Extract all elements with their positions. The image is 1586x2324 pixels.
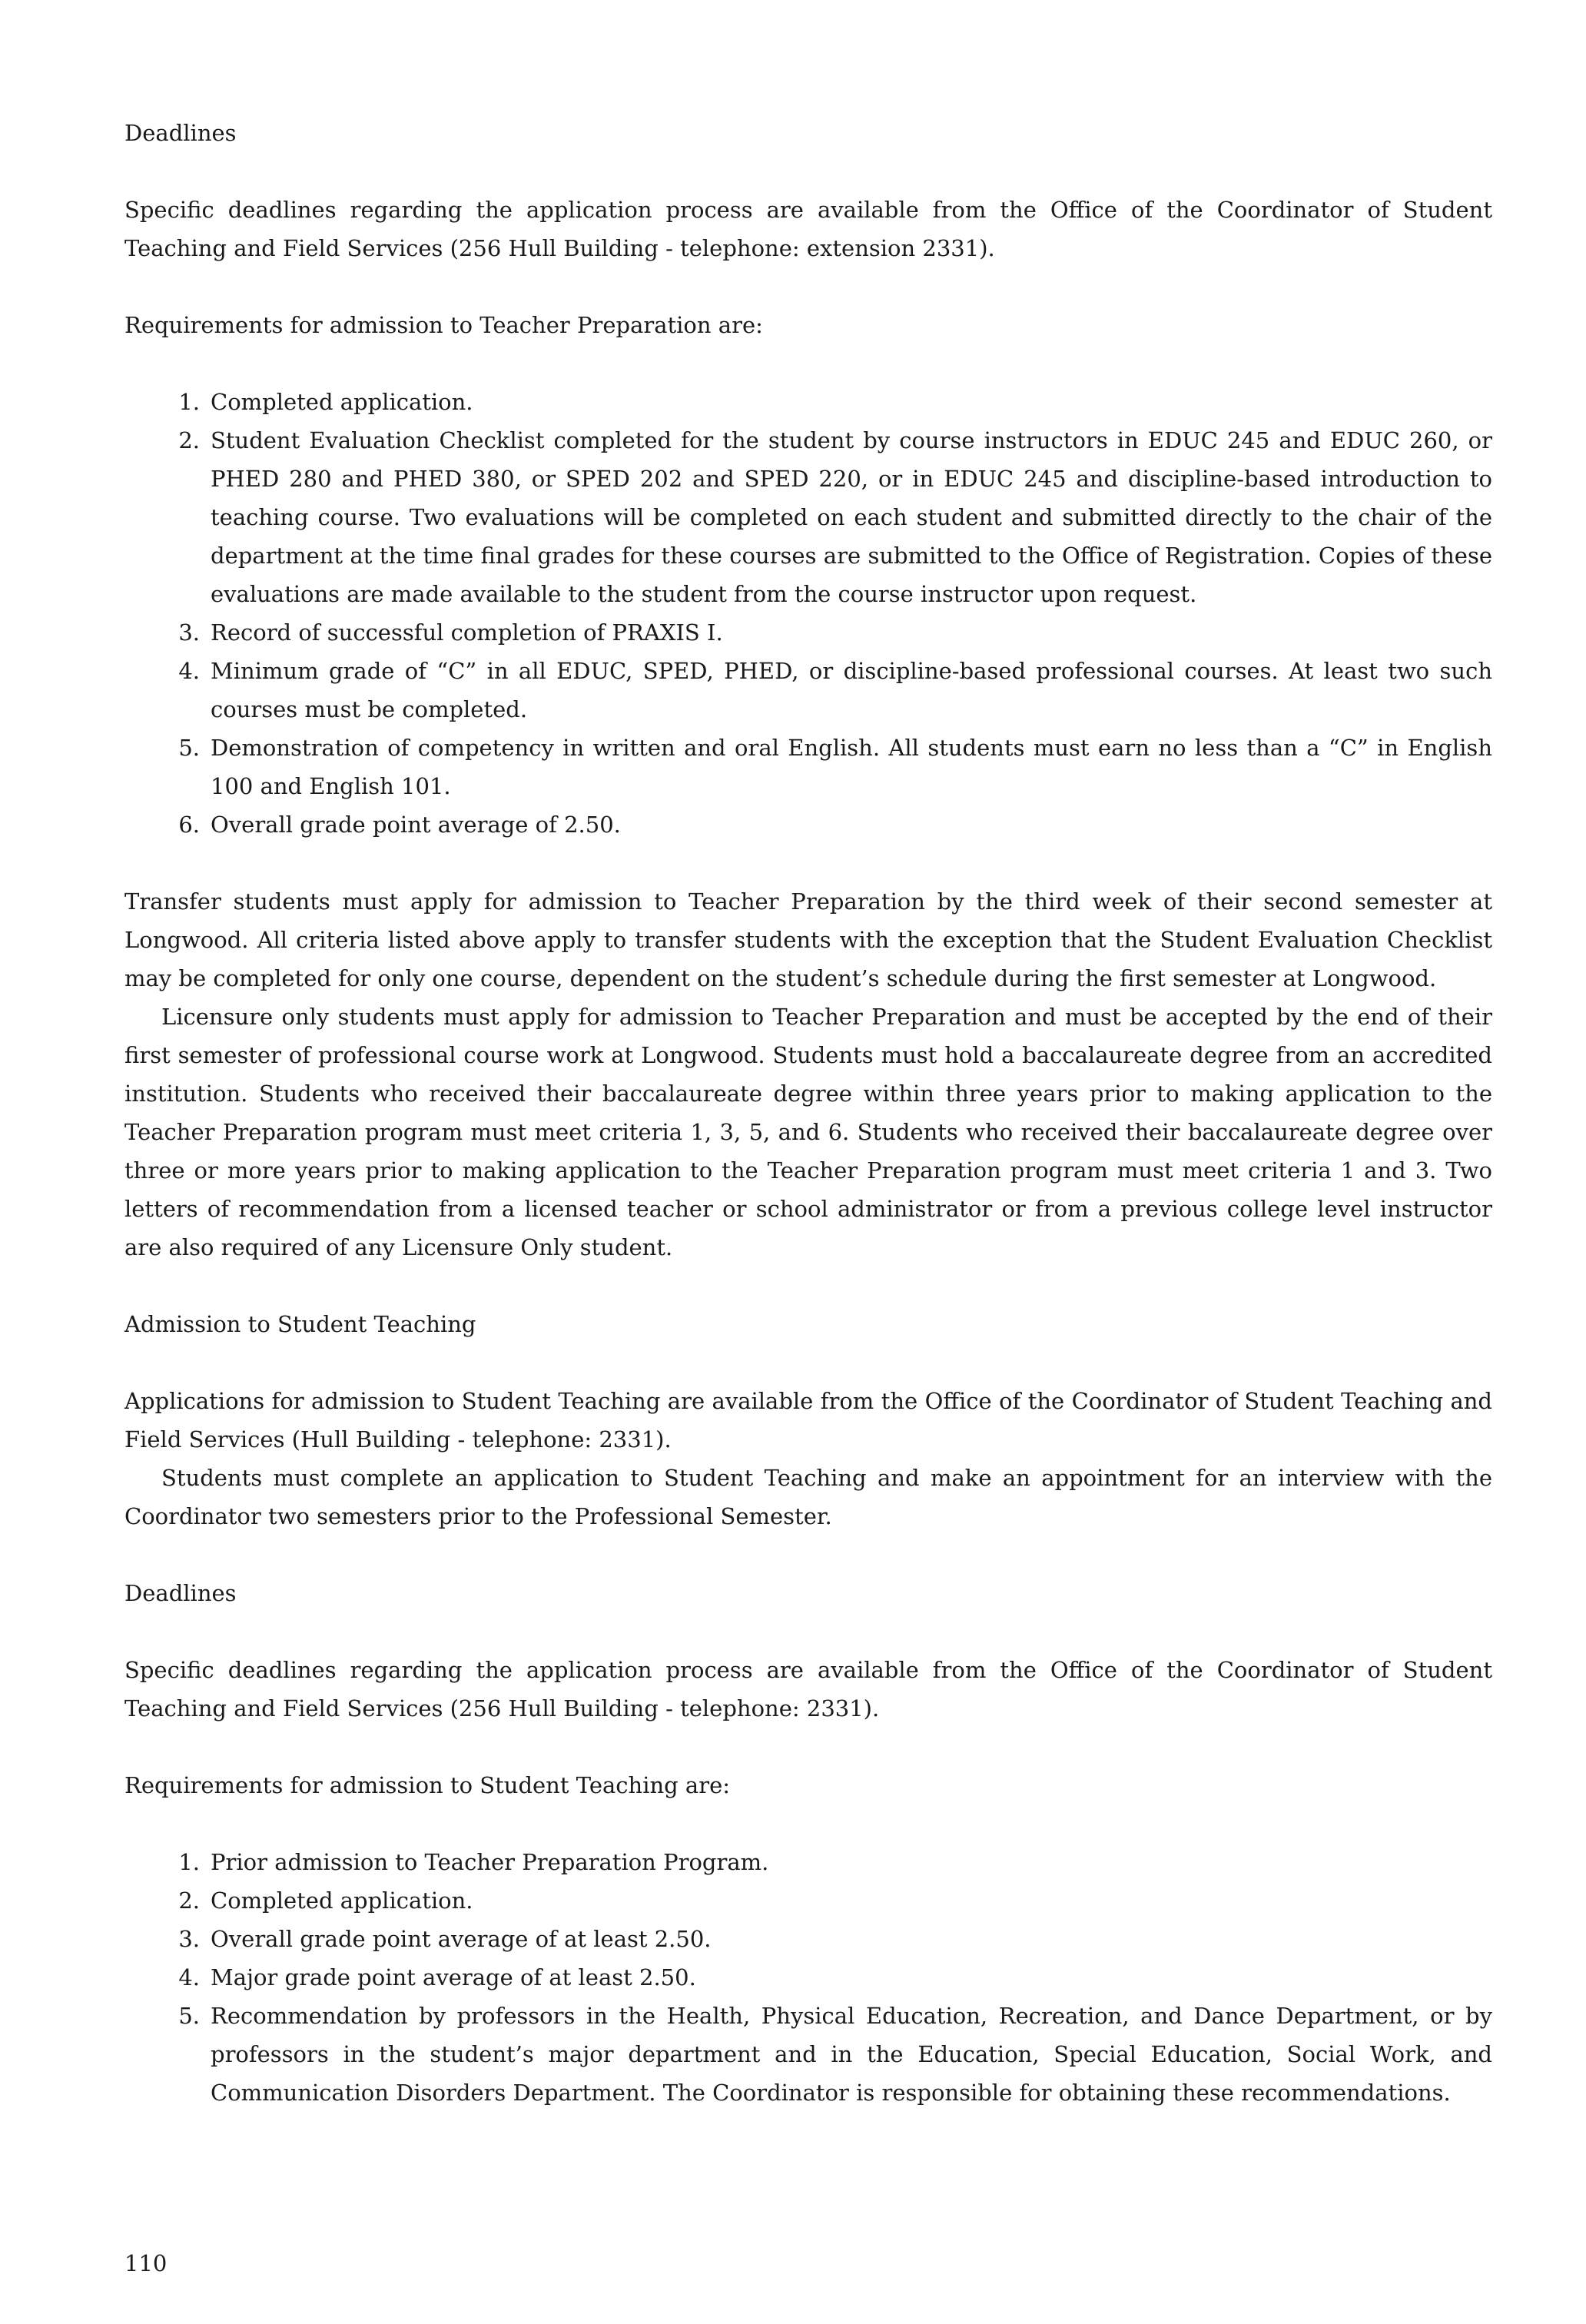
licensure-only-paragraph: Licensure only students must apply for admission to Teacher Preparation and must be accepted by the end of their first semester of professional course work at Longwood. Students must hold a baccalaureate degree from an accredited institution. Students who received their baccalaureate degree within three years prior to making application to the Teacher Preparation program must meet criteria 1, 3, 5, and 6. Students who received their baccalaureate degree over three or more years prior to making application to the Teacher Preparation program must meet criteria 1 and 3. Two letters of recommendation from a licensed teacher or school administrator or from a previous college level instructor are also required of any Licensure Only student.	[124, 1004, 1492, 1260]
list-item-text: Record of successful completion of PRAXIS I.	[211, 619, 723, 646]
section-heading-deadlines-2: Deadlines	[124, 1580, 237, 1606]
list-item-text: Student Evaluation Checklist completed for the student by course instructors in EDUC 245 and EDUC 260, or PHED 280 and PHED 380, or SPED 202 and SPED 220, or in EDUC 245 and discipline-based introduction to teaching course. Two evaluations will be completed on each student and submitted directly to the chair of the department at the time final grades for these courses are submitted to the Office of Registration. Copies of these evaluations are made available to the student from the course instructor upon request.	[211, 427, 1492, 607]
list-item-number: 4.	[178, 658, 200, 684]
deadlines-paragraph: Specific deadlines regarding the application process are available from the Office of the Coordinator of Student Teaching and Field Services (256 Hull Building - telephone: extension 2331).	[124, 197, 1492, 261]
list-item-text: Completed application.	[211, 1887, 473, 1914]
teacher-prep-requirements-list	[124, 383, 1492, 844]
section-heading-admission-student-teaching: Admission to Student Teaching	[124, 1311, 476, 1337]
list-item-text: Overall grade point average of at least 2.50.	[211, 1926, 712, 1952]
list-item	[124, 421, 1492, 613]
interview-paragraph: Students must complete an application to Student Teaching and make an appointment for an interview with the Coordinator two semesters prior to the Professional Semester.	[124, 1465, 1492, 1529]
list-item	[124, 1920, 1492, 1958]
list-item-number: 3.	[178, 1926, 200, 1952]
page-number: 110	[124, 2250, 168, 2276]
list-item	[124, 383, 1492, 421]
applications-paragraph: Applications for admission to Student Teaching are available from the Office of the Coordinator of Student Teaching and Field Services (Hull Building - telephone: 2331).	[124, 1388, 1492, 1452]
requirements-intro-2: Requirements for admission to Student Teaching are:	[124, 1772, 731, 1798]
list-item-number: 2.	[178, 1887, 200, 1914]
page-content	[124, 114, 1492, 2150]
list-item-number: 3.	[178, 619, 200, 646]
list-item	[124, 613, 1492, 652]
list-item	[124, 1881, 1492, 1920]
list-item-text: Recommendation by professors in the Health, Physical Education, Recreation, and Dance Department, or by professors in the student’s major department and in the Education, Special Education, Social Work, and Communication Disorders Department. The Coordinator is responsible for obtaining these recommendations.	[211, 2003, 1492, 2106]
list-item-number: 5.	[178, 735, 200, 761]
list-item-text: Demonstration of competency in written and oral English. All students must earn no less than a “C” in English 100 and English 101.	[211, 735, 1492, 799]
list-item	[124, 1997, 1492, 2112]
student-teaching-requirements-list	[124, 1843, 1492, 2112]
list-item	[124, 729, 1492, 805]
list-item-text: Prior admission to Teacher Preparation Program.	[211, 1849, 769, 1875]
deadlines-paragraph-2: Specific deadlines regarding the application process are available from the Office of the Coordinator of Student Teaching and Field Services (256 Hull Building - telephone: 2331).	[124, 1657, 1492, 1721]
list-item-number: 1.	[178, 1849, 200, 1875]
list-item-number: 5.	[178, 2003, 200, 2029]
transfer-students-paragraph: Transfer students must apply for admission to Teacher Preparation by the third week of their second semester at Longwood. All criteria listed above apply to transfer students with the exception that the Student Evaluation Checklist may be completed for only one course, dependent on the student’s schedule during the first semester at Longwood.	[124, 888, 1492, 991]
list-item-text: Minimum grade of “C” in all EDUC, SPED, PHED, or discipline-based professional courses. At least two such courses must be completed.	[211, 658, 1492, 722]
list-item-number: 1.	[178, 389, 200, 415]
list-item-text: Overall grade point average of 2.50.	[211, 812, 621, 838]
list-item	[124, 652, 1492, 729]
list-item	[124, 1843, 1492, 1881]
list-item	[124, 805, 1492, 844]
list-item-text: Completed application.	[211, 389, 473, 415]
requirements-intro: Requirements for admission to Teacher Preparation are:	[124, 312, 763, 338]
list-item	[124, 1958, 1492, 1997]
list-item-text: Major grade point average of at least 2.50.	[211, 1964, 696, 1990]
list-item-number: 2.	[178, 427, 200, 453]
list-item-number: 4.	[178, 1964, 200, 1990]
section-heading-deadlines: Deadlines	[124, 120, 237, 146]
list-item-number: 6.	[178, 812, 200, 838]
